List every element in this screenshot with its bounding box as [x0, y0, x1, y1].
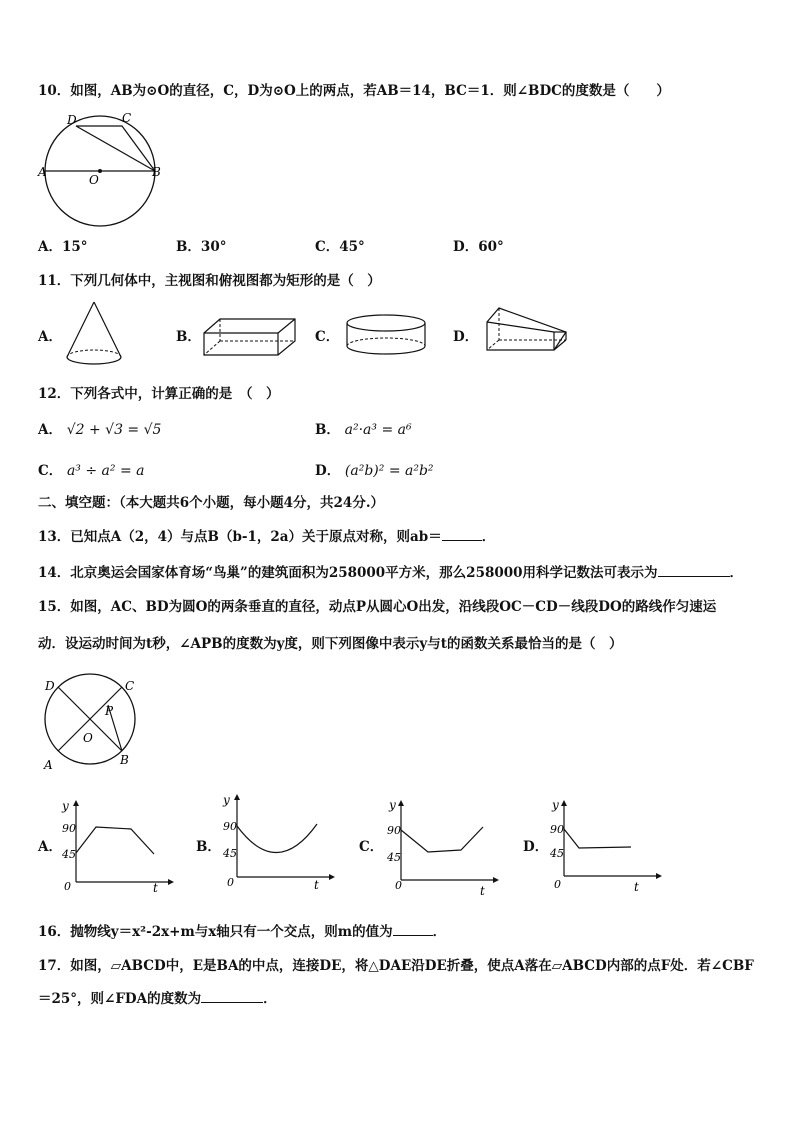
q12-option-c-expr: a³ ÷ a² = a	[66, 463, 145, 479]
q10-option-a[interactable]: A．15°	[38, 239, 88, 255]
q12-option-a-expr: √2 + √3 = √5	[66, 422, 162, 438]
label-C: C	[125, 679, 135, 693]
q12-stem: 12．下列各式中，计算正确的是 （ ）	[38, 386, 280, 402]
origin-label: 0	[227, 876, 234, 889]
q12-option-b[interactable]: B． a²·a³ = a⁶	[315, 422, 412, 438]
q10-circle-figure	[30, 108, 165, 228]
q15-option-a[interactable]: A．	[38, 839, 62, 855]
q13-stem: 13．已知点A（2，4）与点B（b-1，2a）关于原点对称，则ab＝ ．	[38, 526, 495, 546]
tick-90: 90	[223, 820, 237, 833]
label-D: D	[45, 679, 55, 693]
y-axis-label: y	[223, 793, 230, 807]
q12-option-c[interactable]: C． a³ ÷ a² = a	[38, 463, 145, 479]
q15-option-c[interactable]: C．	[359, 839, 384, 855]
q15-graph-b	[219, 790, 334, 890]
tick-45: 45	[62, 848, 76, 861]
x-axis-label: t	[480, 884, 485, 898]
q14-stem: 14．北京奥运会国家体育场“鸟巢”的建筑面积为258000平方米，那么258000用科学记数法可表示为 ．	[38, 562, 743, 582]
x-axis-label: t	[314, 878, 319, 892]
q11-option-b[interactable]: B．	[176, 329, 201, 345]
q15-graph-a	[58, 798, 173, 893]
label-A: A	[38, 165, 47, 179]
q12-option-d[interactable]: D． (a²b)² = a²b²	[315, 463, 434, 479]
q17-stem-line2: ＝25°，则∠FDA的度数为 ．	[38, 988, 277, 1008]
tick-90: 90	[387, 824, 401, 837]
q15-option-b[interactable]: B．	[196, 839, 221, 855]
tick-45: 45	[550, 847, 564, 860]
q15-stem-line1: 15．如图，AC、BD为圆O的两条垂直的直径，动点P从圆心O出发，沿线段OC－CD－线段DO的路线作匀速运	[38, 599, 717, 615]
origin-label: 0	[64, 880, 71, 893]
q16-stem: 16．抛物线y＝x²-2x+m与x轴只有一个交点，则m的值为 ．	[38, 921, 446, 941]
q12-option-a[interactable]: A． √2 + √3 = √5	[38, 422, 162, 438]
q15-stem-line2: 动．设运动时间为t秒，∠APB的度数为y度，则下列图像中表示y与t的函数关系最恰当的是（ ）	[38, 636, 623, 652]
y-axis-label: y	[552, 798, 559, 812]
x-axis-label: t	[634, 880, 639, 894]
cylinder-icon	[343, 312, 433, 360]
label-A: A	[44, 758, 53, 772]
label-C: C	[122, 111, 132, 125]
q15-option-d[interactable]: D．	[523, 839, 549, 855]
q15-graph-d	[546, 796, 661, 896]
q15-graph-c	[383, 796, 498, 896]
tick-90: 90	[62, 822, 76, 835]
label-B: B	[120, 753, 129, 767]
section-heading: 二、填空题：（本大题共6个小题，每小题4分，共24分.）	[38, 495, 385, 511]
q17-stem-line1: 17．如图，▱ABCD中，E是BA的中点，连接DE，将△DAE沿DE折叠，使点A落在▱ABCD内部的点F处．若∠CBF	[38, 958, 754, 974]
q13-answer-blank[interactable]	[442, 526, 482, 541]
q12-option-d-expr: (a²b)² = a²b²	[344, 463, 434, 479]
tick-45: 45	[387, 851, 401, 864]
tick-90: 90	[550, 823, 564, 836]
label-O: O	[89, 173, 99, 187]
q10-option-b[interactable]: B．30°	[176, 239, 227, 255]
origin-label: 0	[395, 879, 402, 892]
q11-stem: 11．下列几何体中，主视图和俯视图都为矩形的是（ ）	[38, 273, 381, 289]
cone-icon	[62, 300, 127, 370]
q10-option-d[interactable]: D．60°	[453, 239, 504, 255]
y-axis-label: y	[62, 799, 69, 813]
q15-circle-figure	[35, 672, 165, 772]
q14-answer-blank[interactable]	[658, 562, 730, 577]
y-axis-label: y	[389, 798, 396, 812]
label-D: D	[67, 113, 77, 127]
q17-answer-blank[interactable]	[201, 988, 263, 1003]
tick-45: 45	[223, 847, 237, 860]
q11-option-a[interactable]: A．	[38, 329, 62, 345]
cuboid-icon	[198, 315, 303, 360]
q10-option-c[interactable]: C．45°	[315, 239, 365, 255]
origin-label: 0	[554, 878, 561, 891]
triangular-prism-icon	[481, 302, 571, 362]
q11-option-c[interactable]: C．	[315, 329, 340, 345]
label-B: B	[152, 165, 161, 179]
x-axis-label: t	[153, 881, 158, 895]
q10-stem: 10．如图，AB为⊙O的直径，C，D为⊙O上的两点，若AB＝14，BC＝1．则∠BDC的度数是（ ）	[38, 83, 670, 99]
q12-option-b-expr: a²·a³ = a⁶	[344, 422, 412, 438]
q11-option-d[interactable]: D．	[453, 329, 479, 345]
label-P: P	[105, 704, 114, 718]
label-O: O	[83, 731, 93, 745]
q16-answer-blank[interactable]	[393, 921, 433, 936]
